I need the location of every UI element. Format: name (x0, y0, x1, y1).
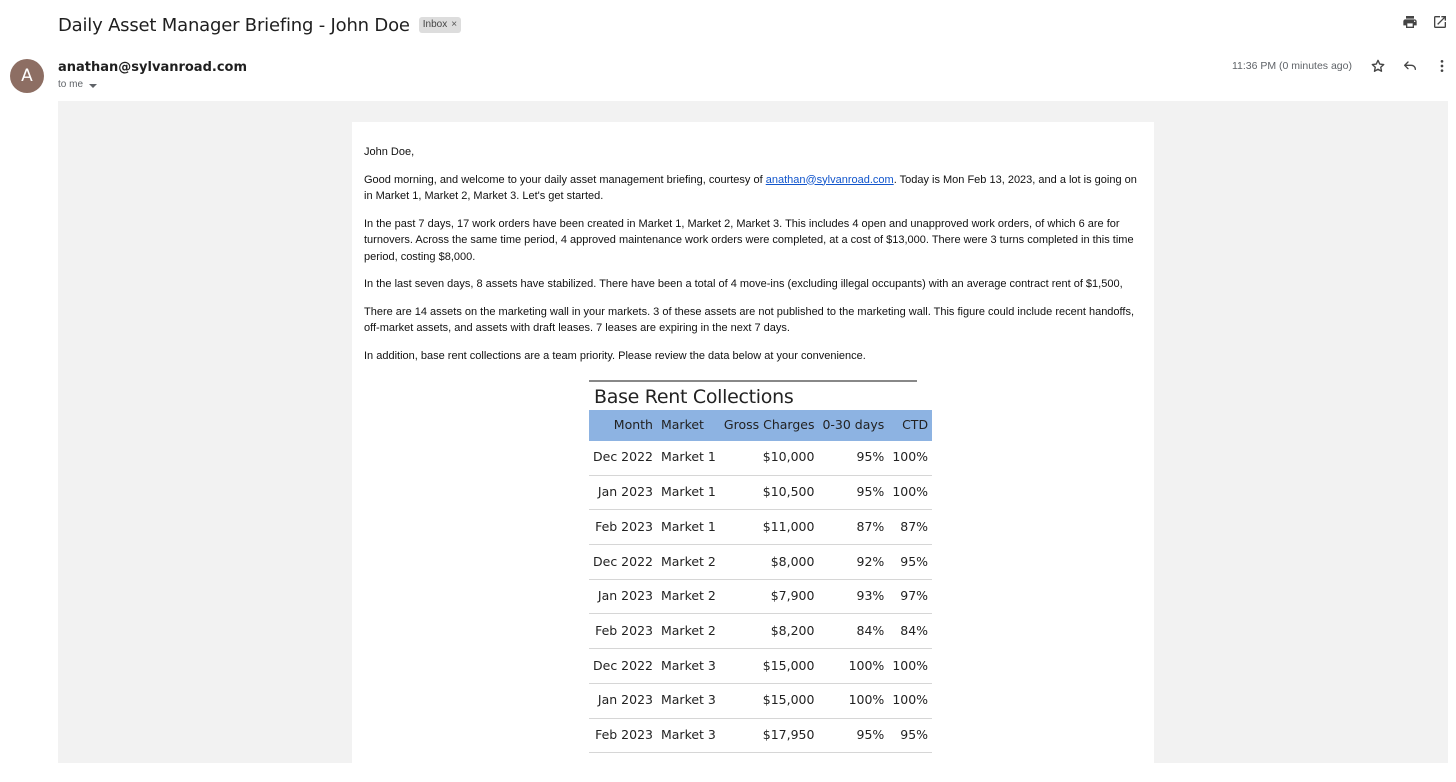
sender-avatar[interactable]: A (10, 59, 44, 93)
table-row (589, 614, 932, 649)
cell-month: Jan 2023 (589, 683, 657, 718)
paragraph-marketing: There are 14 assets on the marketing wall in your markets. 3 of these assets are not published to the marketing wall. This figure could include recent handoffs, off-market assets, and assets with draft leases. 7 leases are expiring in the next 7 days. (364, 305, 1135, 334)
cell-0-30-days: 87% (818, 510, 888, 545)
cell-ctd: 100% (888, 649, 932, 684)
cell-0-30-days: 95% (818, 718, 888, 753)
cell-0-30-days: 100% (818, 683, 888, 718)
email-subject: Daily Asset Manager Briefing - John Doe (58, 14, 410, 36)
cell-market: Market 1 (657, 441, 720, 476)
cell-0-30-days: 84% (818, 614, 888, 649)
reply-icon[interactable] (1402, 58, 1418, 74)
cell-market: Market 1 (657, 510, 720, 545)
cell-0-30-days: 92% (818, 545, 888, 580)
cell-ctd: 97% (888, 579, 932, 614)
table-row (589, 579, 932, 614)
paragraph-collections: In addition, base rent collections are a team priority. Please review the data below at your convenience. (364, 349, 866, 362)
cell-market: Market 1 (657, 475, 720, 510)
table-row (589, 475, 932, 510)
cell-market: Market 2 (657, 614, 720, 649)
message-timestamp: 11:36 PM (0 minutes ago) (1231, 60, 1352, 72)
chevron-down-icon[interactable] (89, 84, 97, 88)
table-title: Base Rent Collections (594, 386, 794, 408)
cell-month: Jan 2023 (589, 475, 657, 510)
cell-month: Jan 2023 (589, 579, 657, 614)
inbox-label-text: Inbox (422, 19, 448, 30)
cell-0-30-days: 95% (818, 441, 888, 476)
cell-gross-charges: $15,000 (720, 683, 819, 718)
message-meta (1232, 58, 1450, 74)
intro-text-start: Good morning, and welcome to your daily asset management briefing, courtesy of (364, 173, 766, 186)
cell-ctd: 100% (888, 475, 932, 510)
cell-month: Feb 2023 (589, 614, 657, 649)
paragraph-work-orders: In the past 7 days, 17 work orders have been created in Market 1, Market 2, Market 3. This includes 4 open and unapproved work orders, of which 6 are for turnovers. Across the same time period, 4 approved maintenance work orders were completed, at a cost of $13,000. There were 3 turns completed in this time period, costing $8,000. (364, 217, 1134, 263)
cell-market: Market 2 (657, 579, 720, 614)
print-icon[interactable] (1402, 14, 1418, 30)
table-row (589, 718, 932, 753)
open-in-new-window-icon[interactable] (1432, 14, 1448, 30)
cell-0-30-days: 100% (818, 649, 888, 684)
column-header-ctd: CTD (888, 410, 932, 441)
collections-table (589, 410, 932, 754)
column-header-month: Month (589, 410, 657, 441)
cell-gross-charges: $7,900 (720, 579, 819, 614)
column-header-gross-charges: Gross Charges (720, 410, 819, 441)
cell-0-30-days: 93% (818, 579, 888, 614)
table-row (589, 649, 932, 684)
cell-gross-charges: $17,950 (720, 718, 819, 753)
cell-market: Market 3 (657, 649, 720, 684)
cell-market: Market 3 (657, 683, 720, 718)
cell-gross-charges: $11,000 (720, 510, 819, 545)
column-header-0-30-days: 0-30 days (818, 410, 888, 441)
cell-ctd: 100% (888, 683, 932, 718)
cell-gross-charges: $8,200 (720, 614, 819, 649)
cell-month: Feb 2023 (589, 718, 657, 753)
table-row (589, 510, 932, 545)
cell-market: Market 3 (657, 718, 720, 753)
subject-row (58, 10, 461, 40)
recipient-details[interactable] (58, 79, 97, 90)
inbox-label-chip[interactable] (419, 17, 461, 33)
cell-gross-charges: $15,000 (720, 649, 819, 684)
cell-market: Market 2 (657, 545, 720, 580)
cell-month: Dec 2022 (589, 649, 657, 684)
remove-label-icon[interactable]: × (451, 19, 458, 30)
cell-month: Dec 2022 (589, 545, 657, 580)
cell-gross-charges: $10,500 (720, 475, 819, 510)
star-icon[interactable] (1370, 58, 1386, 74)
base-rent-collections (589, 380, 929, 753)
more-vert-icon[interactable] (1434, 58, 1450, 74)
cell-month: Feb 2023 (589, 510, 657, 545)
intro-text-end: . Today is Mon Feb 13, 2023, and a lot is going on in Market 1, Market 2, Market 3. Let's get started. (364, 173, 1137, 202)
paragraph-stabilized: In the last seven days, 8 assets have stabilized. There have been a total of 4 move-ins (excluding illegal occupants) with an average contract rent of $1,500, (364, 278, 1123, 290)
cell-month: Dec 2022 (589, 441, 657, 476)
cell-ctd: 95% (888, 718, 932, 753)
table-row (589, 545, 932, 580)
cell-ctd: 87% (888, 510, 932, 545)
paragraph-intro (364, 172, 1142, 205)
thread-actions (1402, 14, 1448, 30)
cell-gross-charges: $10,000 (720, 441, 819, 476)
table-header-row (589, 410, 932, 441)
email-body (352, 122, 1154, 782)
sender-address[interactable]: anathan@sylvanroad.com (58, 60, 248, 75)
cell-ctd: 84% (888, 614, 932, 649)
sender-email-link[interactable]: anathan@sylvanroad.com (765, 173, 894, 186)
cell-ctd: 95% (888, 545, 932, 580)
recipient-label: to me (58, 79, 84, 90)
cell-gross-charges: $8,000 (720, 545, 819, 580)
cell-ctd: 100% (888, 441, 932, 476)
email-body-background (58, 101, 1448, 763)
cell-0-30-days: 95% (818, 475, 888, 510)
column-header-market: Market (657, 410, 720, 441)
table-row (589, 683, 932, 718)
table-row (589, 441, 932, 476)
greeting: John Doe, (364, 146, 415, 158)
